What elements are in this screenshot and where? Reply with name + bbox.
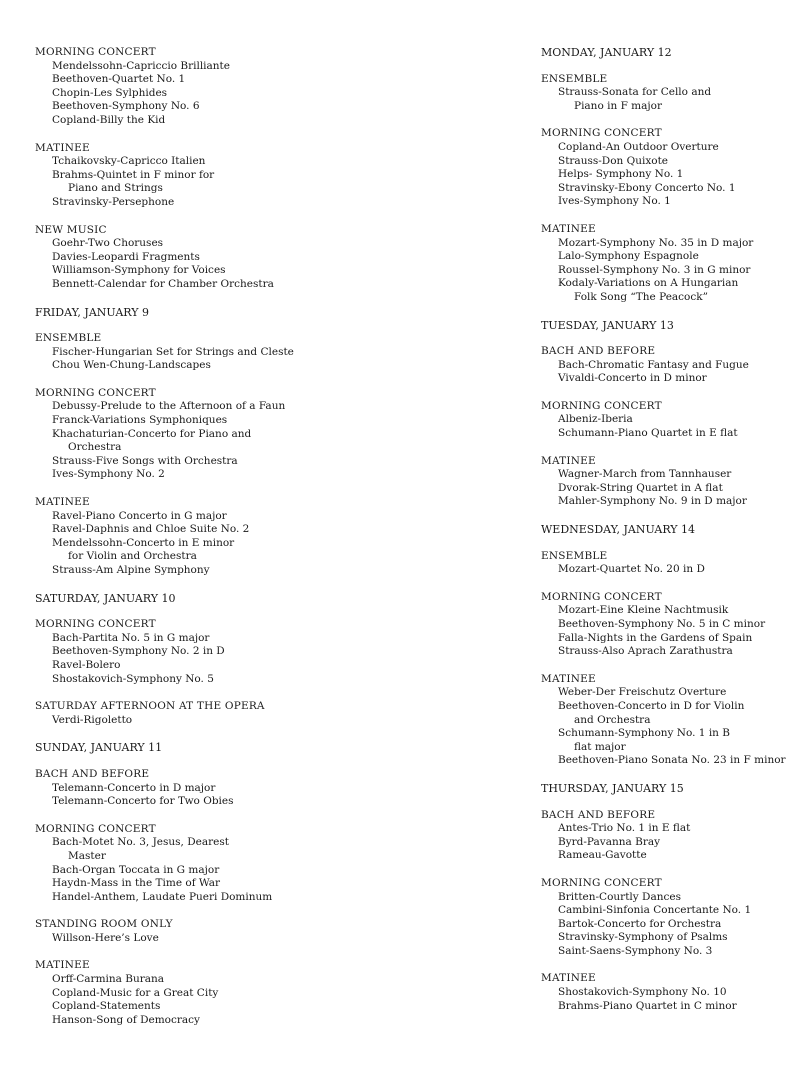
- program-item: Chopin-Les Sylphides: [52, 86, 168, 99]
- day-block-wednesday-january-14: [541, 523, 796, 768]
- program-item: Verdi-Rigoletto: [52, 713, 133, 726]
- program-item: Ravel-Bolero: [52, 658, 121, 671]
- program-item-continuation: for Violin and Orchestra: [68, 550, 197, 563]
- program-item: Haydn-Mass in the Time of War: [52, 877, 221, 890]
- program-item: Mozart-Symphony No. 35 in D major: [558, 236, 754, 249]
- program-item: Beethoven-Quartet No. 1: [52, 73, 186, 86]
- program-item-line: Kodaly-Variations on A Hungarian: [558, 277, 739, 290]
- program-item-continuation: Piano in F major: [574, 99, 662, 112]
- day-block-monday-january-12: [541, 46, 796, 305]
- program-section-matinee: [541, 673, 796, 768]
- day-block-saturday-january-10: [35, 592, 395, 728]
- day-heading: THURSDAY, JANUARY 15: [541, 781, 684, 795]
- program-section-matinee: [541, 223, 796, 305]
- section-title: MATINEE: [35, 959, 90, 972]
- program-item: [558, 86, 796, 113]
- section-title: MORNING CONCERT: [541, 399, 662, 412]
- program-section-new-music: [35, 224, 395, 292]
- program-section-morning-concert: [541, 400, 796, 441]
- program-item: Saint-Saens-Symphony No. 3: [558, 944, 713, 957]
- section-title: MORNING CONCERT: [541, 127, 662, 140]
- program-item: Tchaikovsky-Capricco Italien: [52, 155, 206, 168]
- program-item: Beethoven-Piano Sonata No. 23 in F minor: [558, 754, 786, 767]
- section-title: NEW MUSIC: [35, 223, 107, 236]
- program-section-matinee: [541, 455, 796, 509]
- program-section-matinee: [35, 959, 395, 1027]
- program-item: Shostakovich-Symphony No. 5: [52, 672, 214, 685]
- program-section-morning-concert: [35, 387, 395, 482]
- day-heading: SUNDAY, JANUARY 11: [35, 741, 163, 755]
- day-block-friday-january-9: [35, 306, 395, 578]
- program-item: Willson-Here’s Love: [52, 931, 159, 944]
- program-section-morning-concert: [541, 127, 796, 209]
- program-item: Mozart-Quartet No. 20 in D: [558, 563, 705, 576]
- program-item: Cambini-Sinfonia Concertante No. 1: [558, 904, 752, 917]
- program-section-morning-concert: [35, 618, 395, 686]
- section-title: MORNING CONCERT: [35, 386, 156, 399]
- section-title: MATINEE: [541, 672, 596, 685]
- program-section-bach-and-before: [35, 768, 395, 809]
- program-item: Wagner-March from Tannhauser: [558, 468, 732, 481]
- program-item: Roussel-Symphony No. 3 in G minor: [558, 263, 751, 276]
- section-title: MORNING CONCERT: [541, 590, 662, 603]
- program-section-saturday-afternoon-at-the-opera: [35, 700, 395, 727]
- program-item: [558, 277, 796, 304]
- program-section-standing-room-only: [35, 918, 395, 945]
- program-item: Ives-Symphony No. 2: [52, 468, 165, 481]
- program-item: Telemann-Concerto for Two Obies: [52, 795, 234, 808]
- right-column: [541, 46, 796, 1027]
- program-item: Dvorak-String Quartet in A flat: [558, 481, 723, 494]
- program-section-matinee: [35, 142, 395, 210]
- program-item-continuation: Orchestra: [68, 441, 122, 454]
- section-title: MATINEE: [541, 972, 596, 985]
- program-item: Mendelssohn-Capriccio Brilliante: [52, 59, 230, 72]
- program-item: Mozart-Eine Kleine Nachtmusik: [558, 604, 729, 617]
- program-item: Brahms-Piano Quartet in C minor: [558, 999, 737, 1012]
- program-item: [52, 428, 395, 455]
- section-title: BACH AND BEFORE: [541, 808, 656, 821]
- program-item: Weber-Der Freischutz Overture: [558, 686, 727, 699]
- program-section-morning-concert: [35, 823, 395, 905]
- day-heading: WEDNESDAY, JANUARY 14: [541, 523, 696, 537]
- day-block: [35, 46, 395, 292]
- program-item: Britten-Courtly Dances: [558, 890, 681, 903]
- section-title: MATINEE: [541, 454, 596, 467]
- program-item-line: Strauss-Sonata for Cello and: [558, 86, 712, 99]
- program-item: Beethoven-Symphony No. 2 in D: [52, 645, 225, 658]
- program-item: Lalo-Symphony Espagnole: [558, 250, 699, 263]
- program-item-continuation: and Orchestra: [574, 713, 651, 726]
- program-section-ensemble: [541, 73, 796, 114]
- program-item-continuation: Piano and Strings: [68, 182, 163, 195]
- program-item: Debussy-Prelude to the Afternoon of a Faun: [52, 400, 286, 413]
- program-item: Telemann-Concerto in D major: [52, 781, 216, 794]
- program-item-line: Khachaturian-Concerto for Piano and: [52, 427, 252, 440]
- program-item-line: Brahms-Quintet in F minor for: [52, 168, 215, 181]
- program-item-line: Beethoven-Concerto in D for Violin: [558, 699, 745, 712]
- program-item: Stravinsky-Ebony Concerto No. 1: [558, 181, 736, 194]
- program-item: Bach-Chromatic Fantasy and Fugue: [558, 358, 749, 371]
- program-item: Bartok-Concerto for Orchestra: [558, 917, 722, 930]
- day-heading: MONDAY, JANUARY 12: [541, 46, 672, 59]
- program-item: Bach-Organ Toccata in G major: [52, 863, 220, 876]
- program-item: Stravinsky-Symphony of Psalms: [558, 931, 728, 944]
- program-item: Schumann-Piano Quartet in E flat: [558, 427, 738, 440]
- program-item: Handel-Anthem, Laudate Pueri Dominum: [52, 890, 273, 903]
- section-title: MORNING CONCERT: [35, 618, 156, 631]
- program-item: Beethoven-Symphony No. 6: [52, 100, 200, 113]
- program-item: Antes-Trio No. 1 in E flat: [558, 822, 691, 835]
- program-item: Strauss-Don Quixote: [558, 154, 669, 167]
- program-section-morning-concert: [35, 46, 395, 128]
- program-item: Chou Wen-Chung-Landscapes: [52, 359, 211, 372]
- section-title: MORNING CONCERT: [541, 876, 662, 889]
- program-item: [558, 700, 796, 727]
- section-title: MATINEE: [35, 141, 90, 154]
- program-item: Stravinsky-Persephone: [52, 195, 175, 208]
- program-item: Franck-Variations Symphoniques: [52, 414, 228, 427]
- program-item: Copland-Billy the Kid: [52, 113, 166, 126]
- program-item: Beethoven-Symphony No. 5 in C minor: [558, 618, 766, 630]
- program-item: Helps- Symphony No. 1: [558, 168, 684, 181]
- program-item: [52, 836, 395, 863]
- program-item: Byrd-Pavanna Bray: [558, 835, 661, 848]
- program-section-ensemble: [35, 332, 395, 373]
- program-section-bach-and-before: [541, 809, 796, 863]
- program-item-line: Bach-Motet No. 3, Jesus, Dearest: [52, 836, 229, 849]
- program-item: [52, 169, 395, 196]
- program-item: Bach-Partita No. 5 in G major: [52, 631, 210, 644]
- program-item: Mahler-Symphony No. 9 in D major: [558, 495, 747, 508]
- program-item: Falla-Nights in the Gardens of Spain: [558, 631, 753, 644]
- program-item-line: Mendelssohn-Concerto in E minor: [52, 536, 235, 549]
- section-title: SATURDAY AFTERNOON AT THE OPERA: [35, 700, 265, 713]
- section-title: ENSEMBLE: [35, 332, 102, 345]
- program-item-continuation: flat major: [574, 740, 626, 753]
- program-item: Copland-Music for a Great City: [52, 986, 219, 999]
- day-block-thursday-january-15: [541, 782, 796, 1013]
- day-heading: FRIDAY, JANUARY 9: [35, 305, 149, 319]
- program-item-continuation: Folk Song “The Peacock”: [574, 290, 708, 303]
- section-title: STANDING ROOM ONLY: [35, 918, 173, 931]
- program-item: Albeniz-Iberia: [558, 413, 633, 426]
- program-item: Rameau-Gavotte: [558, 849, 647, 862]
- left-column: [35, 46, 395, 1041]
- program-item: Hanson-Song of Democracy: [52, 1013, 200, 1026]
- section-title: MATINEE: [541, 222, 596, 235]
- program-item: Davies-Leopardi Fragments: [52, 250, 200, 263]
- program-item: Ravel-Daphnis and Chloe Suite No. 2: [52, 523, 250, 536]
- section-title: MORNING CONCERT: [35, 46, 156, 58]
- day-block-sunday-january-11: [35, 741, 395, 1027]
- section-title: ENSEMBLE: [541, 549, 608, 562]
- program-item: Ives-Symphony No. 1: [558, 195, 671, 208]
- day-block-tuesday-january-13: [541, 319, 796, 510]
- section-title: BACH AND BEFORE: [35, 767, 150, 780]
- day-heading: TUESDAY, JANUARY 13: [541, 318, 674, 332]
- program-section-ensemble: [541, 550, 796, 577]
- program-section-matinee: [35, 496, 395, 578]
- program-item: Fischer-Hungarian Set for Strings and Cleste: [52, 345, 294, 358]
- program-item: [558, 727, 796, 754]
- program-item: Orff-Carmina Burana: [52, 973, 165, 986]
- program-item: Ravel-Piano Concerto in G major: [52, 509, 227, 522]
- program-item: Williamson-Symphony for Voices: [52, 264, 226, 277]
- program-item: Copland-An Outdoor Overture: [558, 140, 719, 153]
- section-title: ENSEMBLE: [541, 72, 608, 85]
- section-title: BACH AND BEFORE: [541, 345, 656, 358]
- program-item-line: Schumann-Symphony No. 1 in B: [558, 727, 730, 740]
- program-section-matinee: [541, 972, 796, 1013]
- program-item: [52, 537, 395, 564]
- day-heading: SATURDAY, JANUARY 10: [35, 591, 176, 605]
- program-item-continuation: Master: [68, 849, 106, 862]
- program-item: Bennett-Calendar for Chamber Orchestra: [52, 277, 274, 290]
- section-title: MORNING CONCERT: [35, 822, 156, 835]
- program-item: Strauss-Five Songs with Orchestra: [52, 454, 238, 467]
- program-item: Goehr-Two Choruses: [52, 237, 164, 250]
- program-item: Strauss-Am Alpine Symphony: [52, 564, 210, 576]
- program-item: Vivaldi-Concerto in D minor: [558, 372, 707, 385]
- program-section-morning-concert: [541, 591, 796, 659]
- program-item: Copland-Statements: [52, 1000, 161, 1013]
- section-title: MATINEE: [35, 496, 90, 509]
- program-section-bach-and-before: [541, 345, 796, 386]
- program-item: Strauss-Also Aprach Zarathustra: [558, 645, 733, 658]
- program-section-morning-concert: [541, 877, 796, 959]
- program-item: Shostakovich-Symphony No. 10: [558, 986, 727, 999]
